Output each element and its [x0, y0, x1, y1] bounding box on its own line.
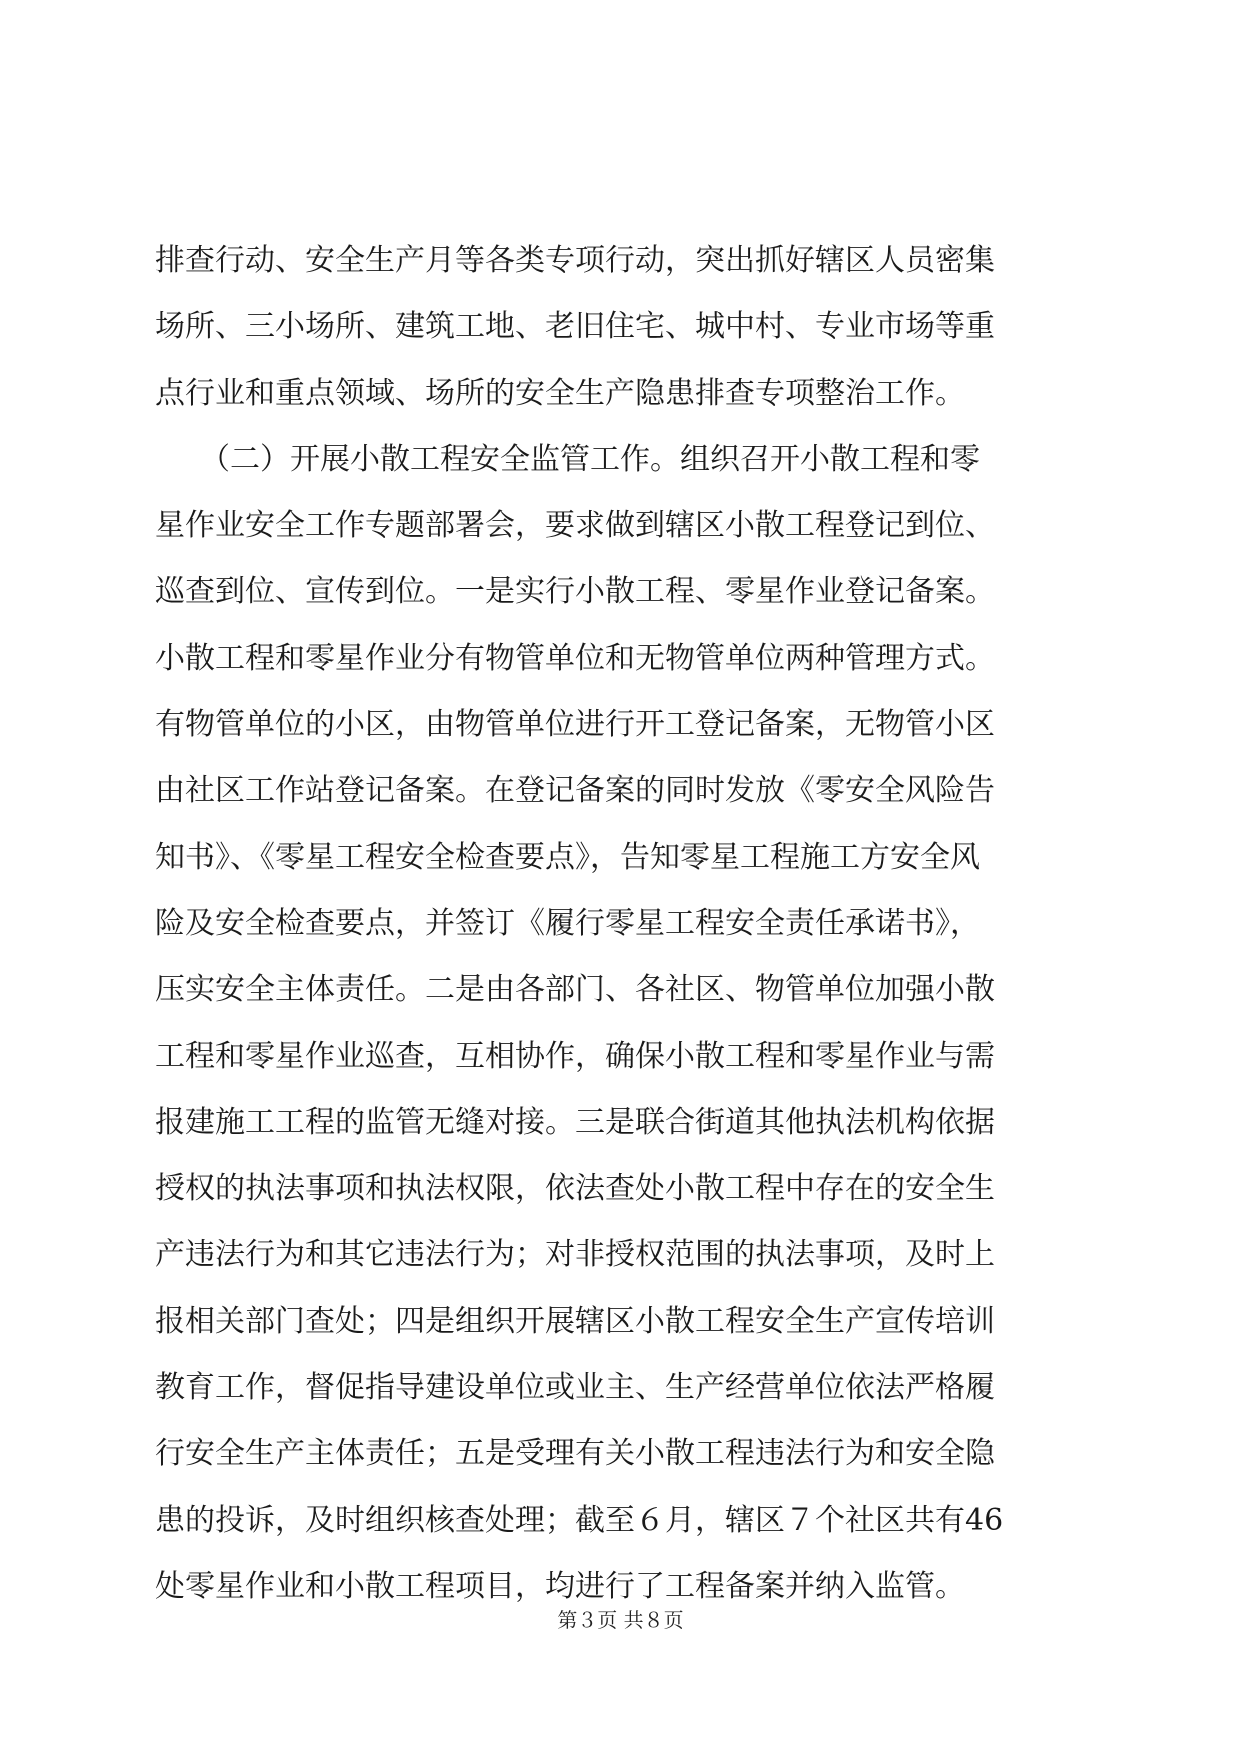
text-line: （二）开展小散工程安全监管工作。组织召开小散工程和零 [155, 441, 980, 477]
text-line: 知书》、《零星工程安全检查要点》，告知零星工程施工方安全风 [155, 839, 980, 875]
text-line: 产违法行为和其它违法行为；对非授权范围的执法事项，及时上 [155, 1237, 995, 1273]
text-line: 有物管单位的小区，由物管单位进行开工登记备案，无物管小区 [155, 707, 995, 743]
text-line: 星作业安全工作专题部署会，要求做到辖区小散工程登记到位、 [155, 508, 995, 544]
text-line: 行安全生产主体责任；五是受理有关小散工程违法行为和安全隐 [155, 1436, 995, 1472]
text-line: 教育工作，督促指导建设单位或业主、生产经营单位依法严格履 [155, 1370, 995, 1406]
text-line: 点行业和重点领域、场所的安全生产隐患排查专项整治工作。 [155, 375, 965, 411]
text-line: 场所、三小场所、建筑工地、老旧住宅、城中村、专业市场等重 [155, 309, 995, 345]
text-line: 巡查到位、宣传到位。一是实行小散工程、零星作业登记备案。 [155, 574, 995, 610]
text-line: 报建施工工程的监管无缝对接。三是联合街道其他执法机构依据 [155, 1104, 995, 1140]
text-line: 排查行动、安全生产月等各类专项行动，突出抓好辖区人员密集 [155, 243, 995, 278]
text-line: 险及安全检查要点，并签订《履行零星工程安全责任承诺书》， [155, 905, 980, 941]
page-number-footer: 第３页 共８页 [557, 1608, 684, 1632]
text-line: 授权的执法事项和执法权限，依法查处小散工程中存在的安全生 [155, 1171, 995, 1207]
body-text [155, 228, 1085, 1620]
text-line: 工程和零星作业巡查，互相协作，确保小散工程和零星作业与需 [155, 1038, 995, 1074]
text-line: 报相关部门查处；四是组织开展辖区小散工程安全生产宣传培训 [155, 1303, 995, 1339]
text-line: 小散工程和零星作业分有物管单位和无物管单位两种管理方式。 [155, 640, 995, 676]
text-line: 处零星作业和小散工程项目，均进行了工程备案并纳入监管。 [155, 1568, 965, 1604]
text-line: 压实安全主体责任。二是由各部门、各社区、物管单位加强小散 [155, 972, 995, 1008]
text-line: 由社区工作站登记备案。在登记备案的同时发放《零安全风险告 [155, 773, 995, 809]
text-line: 患的投诉，及时组织核查处理；截至６月，辖区７个社区共有46 [155, 1502, 1004, 1538]
